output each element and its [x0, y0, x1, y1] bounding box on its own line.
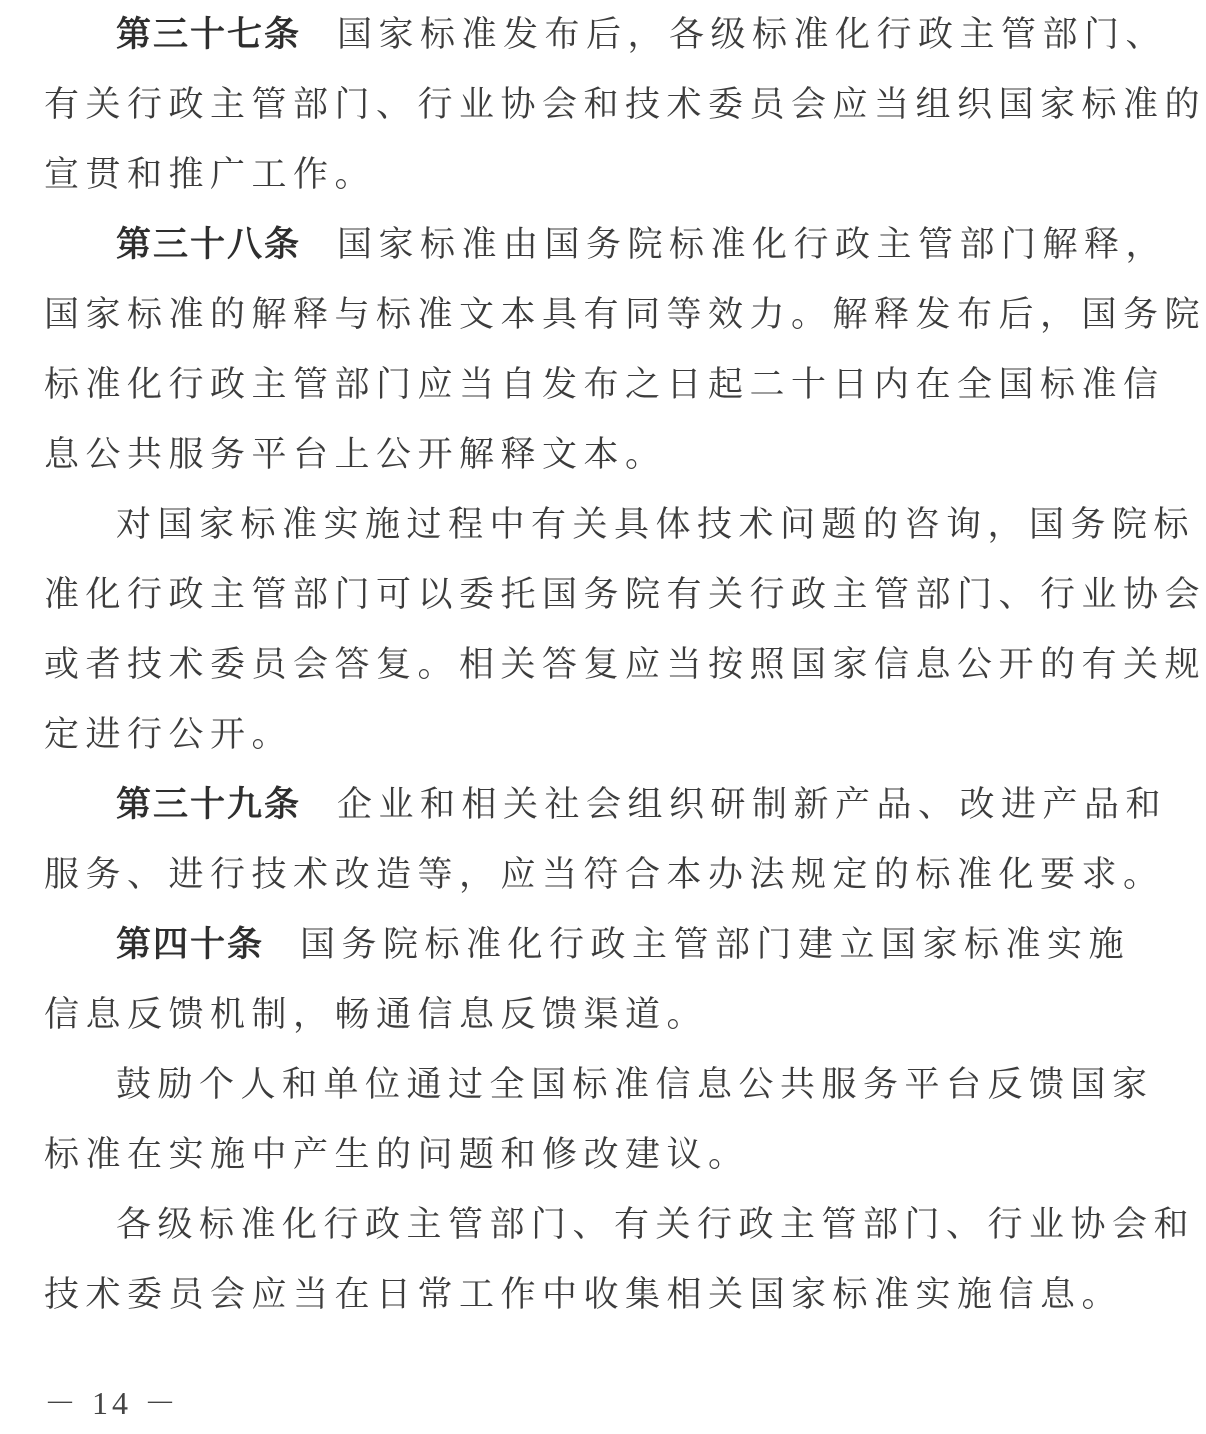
article-37-line-1: [116, 0, 1167, 70]
article-text: 国家标准发布后，各级标准化行政主管部门、: [337, 15, 1168, 55]
article-text: 国家标准由国务院标准化行政主管部门解释，: [337, 225, 1168, 265]
article-39-line-2: 服务、进行技术改造等，应当符合本办法规定的标准化要求。: [44, 855, 1165, 895]
article-38-line-3: 标准化行政主管部门应当自发布之日起二十日内在全国标准信: [44, 365, 1165, 405]
paragraph-line: 各级标准化行政主管部门、有关行政主管部门、行业协会和: [116, 1205, 1196, 1245]
paragraph-line: 或者技术委员会答复。相关答复应当按照国家信息公开的有关规: [44, 645, 1206, 685]
article-number: 第三十九条: [116, 785, 302, 825]
paragraph-line: 技术委员会应当在日常工作中收集相关国家标准实施信息。: [44, 1275, 1124, 1315]
paragraph-line: 标准在实施中产生的问题和修改建议。: [44, 1135, 750, 1175]
paragraph-line: 对国家标准实施过程中有关具体技术问题的咨询，国务院标: [116, 505, 1196, 545]
page-number: － 14 －: [44, 1385, 181, 1421]
article-38-line-4: 息公共服务平台上公开解释文本。: [44, 435, 667, 475]
article-39-line-1: [116, 770, 1167, 840]
article-text: 国务院标准化行政主管部门建立国家标准实施: [300, 925, 1131, 965]
paragraph-line: 准化行政主管部门可以委托国务院有关行政主管部门、行业协会: [44, 575, 1206, 615]
paragraph-line: 鼓励个人和单位通过全国标准信息公共服务平台反馈国家: [116, 1065, 1154, 1105]
article-number: 第四十条: [116, 925, 265, 965]
article-40-line-1: [116, 910, 1130, 980]
article-40-line-2: 信息反馈机制，畅通信息反馈渠道。: [44, 995, 709, 1035]
article-37-line-3: 宣贯和推广工作。: [44, 155, 377, 195]
article-37-line-2: 有关行政主管部门、行业协会和技术委员会应当组织国家标准的: [44, 85, 1206, 125]
article-38-line-1: [116, 210, 1167, 280]
article-number: 第三十七条: [116, 15, 302, 55]
article-text: 企业和相关社会组织研制新产品、改进产品和: [337, 785, 1168, 825]
article-number: 第三十八条: [116, 225, 302, 265]
article-38-line-2: 国家标准的解释与标准文本具有同等效力。解释发布后，国务院: [44, 295, 1206, 335]
paragraph-line: 定进行公开。: [44, 715, 294, 755]
